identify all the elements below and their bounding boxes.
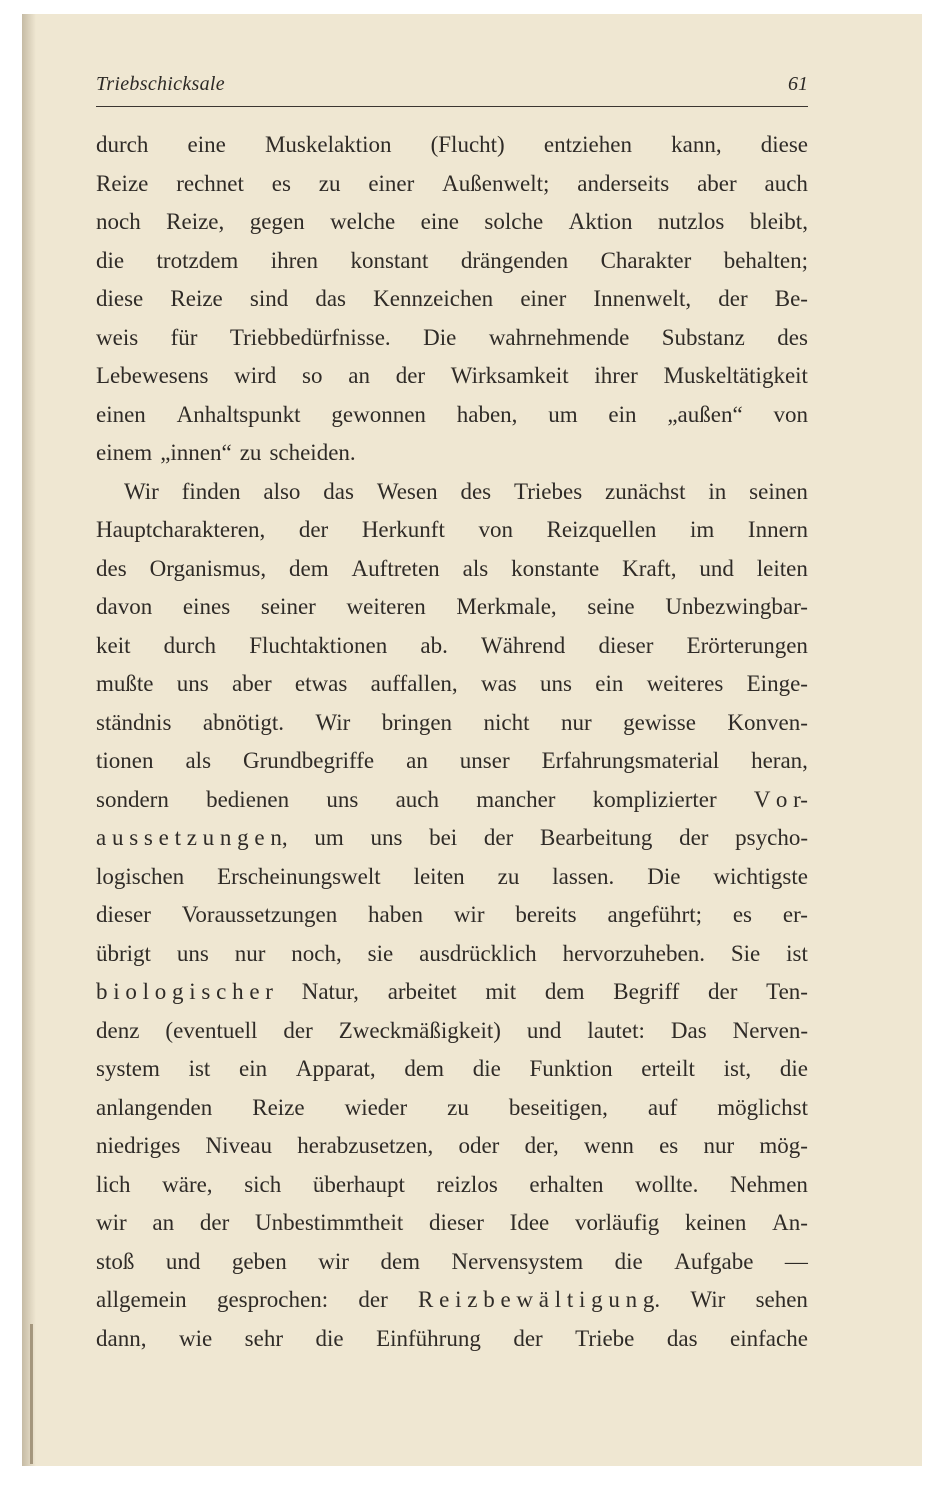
text-line [96,319,808,358]
word: nur [560,709,592,735]
text-line [96,242,808,281]
word: der [358,1287,388,1312]
text-line [96,1127,808,1166]
word: drängenden [460,247,569,273]
word: An- [772,1210,808,1235]
word: bringen [381,709,453,735]
word: entziehen [543,132,632,157]
word: Wir [315,709,351,735]
word: Wir [690,1287,726,1312]
word: denz [96,1017,140,1043]
text-line [96,1012,808,1051]
word: Unbezwingbar- [665,594,808,619]
text-line [96,588,808,627]
word: eines [182,594,231,619]
word: Reizquellen [546,517,657,542]
word: an [348,363,370,388]
word: Kennzeichen [373,286,494,311]
word: lautet: [587,1017,645,1043]
word: für [170,324,198,350]
word: Unbestimmtheit [255,1210,404,1235]
word: Aufgabe [674,1248,754,1274]
word: Triebes [514,478,583,504]
word: Idee [509,1210,550,1235]
word: angeführt; [607,902,702,927]
word: diese [96,286,144,311]
text-line [96,896,808,935]
word: vorläufig [574,1210,660,1235]
word: was [480,671,517,696]
word: nur [234,940,266,966]
word: des [96,555,127,581]
word: es [659,1133,679,1158]
word: übrigt [96,940,151,966]
text-line [96,1089,808,1128]
word: auch [764,170,808,196]
word: dem [544,979,585,1004]
word: gewonnen [331,401,426,427]
word: Zweckmäßigkeit) [338,1017,501,1043]
word: leiten [756,555,808,581]
word: seine [587,594,635,619]
word: (Flucht) [430,132,505,157]
word: die [472,1056,501,1081]
word: Begriff [613,979,680,1004]
word: auch [395,786,440,812]
word: durch [96,132,149,157]
word: um [314,825,344,850]
word: ist, [723,1056,752,1081]
word: dieser [598,632,654,658]
word: also [263,478,301,504]
word: auf [647,1094,678,1120]
word: Nehmen [729,1171,808,1197]
word: Fluchtaktionen [249,632,388,658]
word: Die [423,324,457,350]
header-rule [96,106,808,107]
word: an [152,1210,175,1235]
word: und [699,555,734,581]
word: eine [187,132,226,157]
word: a u s s e t z u n g e n, [96,825,288,850]
word: Kraft, [622,555,677,581]
word: keinen [685,1210,747,1235]
word: auffallen, [370,671,458,696]
word: ist [188,1056,211,1081]
word: solche [484,209,544,234]
word: es [271,170,291,196]
word: gesprochen: [216,1287,329,1312]
word: Funktion [529,1056,613,1081]
word: diese [760,132,808,157]
text-line [96,434,808,473]
word: noch [96,209,141,234]
word: wäre, [162,1171,213,1197]
word: Einge- [746,671,808,696]
text-line [96,1204,808,1243]
word: Substanz [661,324,745,350]
word: uns [370,825,403,850]
word: „außen“ [667,401,743,427]
text-line [96,627,808,666]
page-header [96,73,808,103]
word: Grundbegriffe [243,748,375,773]
word: tionen [96,748,154,773]
word: dieser [96,902,151,927]
word: Nerven- [732,1017,808,1043]
word: ihren [270,247,318,273]
text-line [96,1320,808,1359]
word: beseitigen, [508,1094,608,1120]
word: ab. [420,632,448,658]
word: Reize [252,1094,305,1120]
word: Reize [170,286,223,311]
word: geben [231,1248,287,1274]
word: einen [96,401,146,427]
word: sondern [96,786,169,812]
word: R e i z b e w ä l t i g u n g. [418,1287,661,1312]
word: finden [181,478,241,504]
word: sich [244,1171,282,1197]
word: der [395,363,426,388]
word: der [708,979,738,1004]
word: seiner [260,594,316,619]
word: nicht [483,709,530,735]
word: Die [647,863,681,889]
text-line [96,704,808,743]
word: ständnis [96,709,172,735]
text-line [96,1243,808,1282]
word: Reize [96,170,149,196]
text-line [96,1281,808,1320]
word: im [690,517,715,542]
word: haben, [456,401,518,427]
word: zunächst [605,478,686,504]
word: zu [447,1094,469,1120]
word: b i o l o g i s c h e r [96,979,273,1004]
text-line [96,935,808,974]
word: „innen“ [160,440,232,465]
word: Be- [774,286,808,311]
word: als [185,748,212,773]
word: seinen [749,478,808,504]
word: dem [404,1056,444,1081]
word: Natur, [301,979,359,1004]
word: um [548,401,578,427]
word: logischen [96,863,185,889]
word: Lebewesens [96,363,209,388]
word: weiteren [346,594,426,619]
word: Auftreten [351,555,440,581]
word: bei [429,825,458,850]
word: uns [326,786,359,812]
text-line [96,511,808,550]
word: (eventuell [165,1017,258,1043]
text-line [96,126,808,165]
word: das [666,1325,698,1351]
word: überhaupt [312,1171,405,1197]
text-line [96,742,808,781]
word: anderseits [577,170,670,196]
word: eine [420,209,459,234]
word: Muskelaktion [264,132,392,157]
word: wollte. [635,1171,699,1197]
text-line [96,473,808,512]
word: aber [232,671,272,696]
word: Erscheinungswelt [217,863,381,889]
word: hervorzuheben. [562,940,705,966]
word: wichtigste [713,863,808,889]
word: erhalten [529,1171,604,1197]
word: Wesen [376,478,438,504]
word: davon [96,594,153,619]
word: kann, [671,132,722,157]
word: mußte [96,671,154,696]
word: abnötigt. [202,709,284,735]
word: der [679,825,709,850]
word: einer [520,286,567,311]
word: Triebbedürfnisse. [229,324,391,350]
page-edge-mark [30,1324,33,1464]
word: scheiden. [269,440,356,465]
word: etwas [294,671,348,696]
word: Das [670,1017,707,1043]
text-line [96,858,808,897]
word: sie [367,940,394,966]
word: der [283,1017,313,1043]
word: Niveau [205,1133,272,1158]
word: psycho- [735,825,808,850]
word: einfache [730,1325,808,1351]
running-head: Triebschicksale [96,73,225,95]
word: ist [786,940,808,966]
word: zu [497,863,520,889]
word: trotzdem [156,247,239,273]
page-gutter-shadow [22,14,36,1466]
word: bleibt, [749,209,808,234]
word: zu [239,440,262,465]
word: der [513,1325,543,1351]
word: Anhaltspunkt [176,401,301,427]
word: mög- [759,1133,808,1158]
word: er- [782,902,808,927]
word: weiteres [646,671,724,696]
text-line [96,280,808,319]
word: Wirksamkeit [450,363,569,388]
word: Merkmale, [456,594,557,619]
word: uns [176,671,209,696]
word: und [526,1017,562,1043]
word: Während [481,632,566,658]
word: einer [368,170,415,196]
word: erteilt [641,1056,695,1081]
word: bedienen [206,786,290,812]
word: arbeitet [387,979,457,1004]
text-line [96,1050,808,1089]
word: V o r- [753,786,808,812]
word: behalten; [723,247,808,273]
text-line [96,819,808,858]
word: als [462,555,489,581]
word: sind [249,286,289,311]
word: Muskeltätigkeit [663,363,808,388]
word: Apparat, [295,1056,376,1081]
word: sehen [755,1287,808,1312]
text-line [96,165,808,204]
word: heran, [751,748,808,773]
word: Sie [730,940,761,966]
word: und [165,1248,201,1274]
word: der [199,1210,230,1235]
word: des [460,478,492,504]
word: des [777,324,808,350]
text-line [96,665,808,704]
word: keit [96,632,131,658]
word: mit [485,979,517,1004]
page-number: 61 [788,73,808,95]
word: weis [96,324,139,350]
text-line [96,973,808,1012]
word: ein [608,401,637,427]
word: Ten- [766,979,808,1004]
word: ausdrücklich [419,940,537,966]
word: von [773,401,808,427]
word: gewisse [623,709,696,735]
word: Triebe [575,1325,635,1351]
word: ihrer [594,363,638,388]
word: Herkunft [361,517,445,542]
word: der [298,517,329,542]
word: wir [453,902,485,927]
word: Innern [747,517,808,542]
word: rechnet [176,170,244,196]
word: haben [368,902,423,927]
word: das [315,286,347,311]
word: stoß [96,1248,135,1274]
word: system [96,1056,160,1081]
word: uns [540,671,572,696]
word: der [483,825,514,850]
word: möglichst [717,1094,808,1120]
text-line [96,203,808,242]
word: die [614,1248,643,1274]
word: konstant [350,247,429,273]
word: wieder [344,1094,408,1120]
word: — [784,1248,808,1274]
word: die [779,1056,808,1081]
text-line [96,357,808,396]
word: wie [178,1325,213,1351]
word: die [315,1325,344,1351]
word: Organismus, [149,555,267,581]
body-text [96,126,808,1358]
word: sehr [244,1325,283,1351]
text-line [96,1166,808,1205]
word: ein [595,671,624,696]
word: Voraussetzungen [181,902,338,927]
word: aber [697,170,737,196]
word: lich [96,1171,131,1197]
word: mancher [476,786,556,812]
word: Bearbeitung [539,825,653,850]
word: es [732,902,753,927]
word: Innenwelt, [593,286,692,311]
word: Konven- [727,709,808,735]
word: unser [459,748,510,773]
word: wir [96,1210,127,1235]
word: oder [458,1133,500,1158]
word: Hauptcharakteren, [96,517,266,542]
word: die [96,247,125,273]
word: anlangenden [96,1094,213,1120]
word: durch [163,632,217,658]
word: nur [703,1133,735,1158]
word: Reize, [166,209,225,234]
text-line [96,550,808,589]
word: Charakter [600,247,692,273]
word: ein [239,1056,268,1081]
word: konstante [511,555,600,581]
word: einem [96,440,153,465]
word: dann, [96,1325,147,1351]
word: welche [330,209,396,234]
word: dieser [428,1210,484,1235]
word: Erfahrungsmaterial [541,748,720,773]
word: Außenwelt; [442,170,550,196]
word: der, [524,1133,559,1158]
word: niedriges [96,1133,181,1158]
word: gegen [249,209,305,234]
text-line [96,396,808,435]
word: Aktion [568,209,633,234]
word: Nervensystem [451,1248,584,1274]
word: herabzusetzen, [297,1133,434,1158]
word: der [718,286,748,311]
word: nutzlos [657,209,725,234]
text-line [96,781,808,820]
word: noch, [291,940,342,966]
word: wir [318,1248,349,1274]
word: von [478,517,513,542]
word: in [708,478,727,504]
word: komplizierter [592,786,717,812]
word: reizlos [436,1171,498,1197]
word: allgemein [96,1287,187,1312]
word: zu [318,170,341,196]
word: dem [289,555,329,581]
word: bereits [515,902,577,927]
word: wahrnehmende [488,324,630,350]
word: so [302,363,323,388]
word: das [323,478,354,504]
word: lassen. [552,863,615,889]
word: wird [234,363,277,388]
word: Einführung [376,1325,481,1351]
word: leiten [413,863,465,889]
word: uns [176,940,209,966]
word: wenn [584,1133,634,1158]
word: dem [380,1248,421,1274]
word: Erörterungen [686,632,808,658]
word: an [406,748,428,773]
word: Wir [124,478,159,504]
